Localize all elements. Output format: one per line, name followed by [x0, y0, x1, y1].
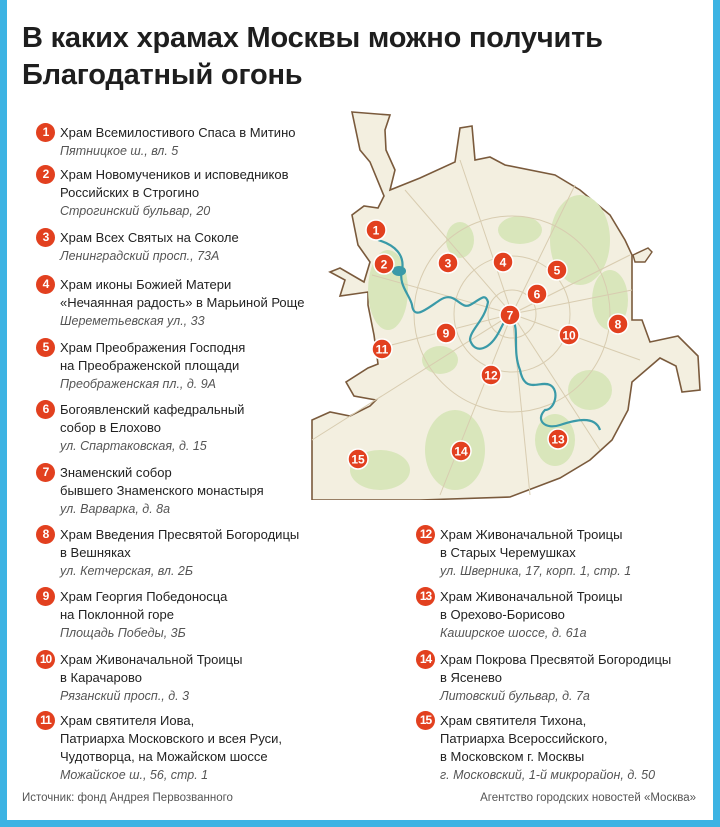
temple-address: Пятницкое ш., вл. 5	[60, 144, 179, 158]
temple-name: в Московском г. Москвы	[440, 749, 585, 764]
number-badge: 8	[36, 525, 55, 544]
temple-name: на Поклонной горе	[60, 607, 174, 622]
temple-item	[419, 651, 720, 706]
temple-name: Храм Всех Святых на Соколе	[60, 230, 239, 245]
page-title	[22, 20, 603, 94]
temple-name: Храм святителя Иова,	[60, 713, 195, 728]
enclave	[633, 248, 652, 262]
map-marker-label: 13	[551, 432, 565, 447]
number-badge: 2	[36, 165, 55, 184]
number-badge: 9	[36, 587, 55, 606]
temple-name: Храм Живоначальной Троицы	[60, 652, 243, 667]
map-marker-label: 12	[484, 368, 498, 383]
map-marker-label: 9	[442, 326, 450, 341]
temple-address: Литовский бульвар, д. 7а	[440, 689, 590, 703]
map-marker-label: 3	[444, 256, 452, 271]
map-marker-label: 6	[533, 287, 541, 302]
temple-address: ул. Шверника, 17, корп. 1, стр. 1	[440, 564, 632, 578]
temple-name: Храм Новомучеников и исповедников	[60, 167, 289, 182]
temple-name: Чудотворца, на Можайском шоссе	[60, 749, 268, 764]
number-badge: 3	[36, 228, 55, 247]
temple-address: Ленинградский просп., 73А	[60, 249, 220, 263]
temple-name: в Орехово-Борисово	[440, 607, 565, 622]
temple-address: ул. Варварка, д. 8а	[60, 502, 171, 516]
temple-name: собор в Елохово	[60, 420, 161, 435]
temple-name: Храм Введения Пресвятой Богородицы	[60, 527, 300, 542]
map-marker-label: 1	[372, 223, 380, 238]
number-badge: 15	[416, 711, 435, 730]
temple-address: Рязанский просп., д. 3	[60, 689, 190, 703]
temple-item	[39, 651, 350, 706]
temple-item	[419, 712, 720, 785]
temple-address: Можайское ш., 56, стр. 1	[60, 768, 209, 782]
temple-address: Преображенская пл., д. 9А	[60, 377, 217, 391]
number-badge: 1	[36, 123, 55, 142]
title-line-1: В каких храмах Москвы можно получить	[22, 22, 603, 54]
number-badge: 6	[36, 400, 55, 419]
moscow-map	[300, 100, 720, 500]
temple-item	[42, 526, 350, 581]
temple-item	[419, 526, 720, 581]
temple-item	[419, 588, 720, 643]
temple-name: в Старых Черемушках	[440, 545, 576, 560]
temple-address: Площадь Победы, 3Б	[60, 626, 186, 640]
number-badge: 5	[36, 338, 55, 357]
temple-item	[40, 712, 350, 785]
map-marker-label: 11	[375, 342, 389, 357]
temple-name: Храм Георгия Победоносца	[60, 589, 228, 604]
temple-item	[42, 588, 350, 643]
temple-name: в Вешняках	[60, 545, 131, 560]
temple-name: «Нечаянная радость» в Марьиной Роще	[60, 295, 305, 310]
map-marker-label: 7	[506, 308, 514, 323]
temple-name: Богоявленский кафедральный	[60, 402, 245, 417]
map-marker-label: 4	[499, 255, 507, 270]
map-marker-label: 14	[454, 444, 468, 459]
temple-name: Храм Преображения Господня	[60, 340, 246, 355]
temple-address: г. Московский, 1-й микрорайон, д. 50	[440, 768, 656, 782]
temple-name: Храм Живоначальной Троицы	[440, 589, 623, 604]
temple-address: ул. Спартаковская, д. 15	[60, 439, 207, 453]
map-marker-label: 5	[553, 263, 561, 278]
temple-name: бывшего Знаменского монастыря	[60, 483, 264, 498]
temple-name: Российских в Строгино	[60, 185, 200, 200]
source-note: Источник: фонд Андрея Первозванного	[22, 792, 233, 804]
title-line-2: Благодатный огонь	[22, 59, 303, 91]
temple-address: ул. Кетчерская, вл. 2Б	[60, 564, 193, 578]
temple-name: Патриарха Всероссийского,	[440, 731, 608, 746]
number-badge: 4	[36, 275, 55, 294]
temple-name: Храм Живоначальной Троицы	[440, 527, 623, 542]
temple-name: на Преображенской площади	[60, 358, 240, 373]
temple-name: Храм Всемилостивого Спаса в Митино	[60, 125, 296, 140]
map-marker-label: 8	[614, 317, 622, 332]
temple-address: Шереметьевская ул., 33	[60, 314, 205, 328]
map-marker-label: 2	[380, 257, 388, 272]
agency-credit: Агентство городских новостей «Москва»	[480, 792, 696, 804]
map-marker-label: 15	[351, 452, 365, 467]
number-badge: 14	[416, 650, 435, 669]
map-marker-label: 10	[562, 328, 576, 343]
temple-address: Каширское шоссе, д. 61а	[440, 626, 587, 640]
temple-name: Патриарха Московского и всея Руси,	[60, 731, 283, 746]
temple-name: Храм святителя Тихона,	[440, 713, 587, 728]
temple-address: Строгинский бульвар, 20	[60, 204, 211, 218]
temple-name: в Карачарово	[60, 670, 142, 685]
number-badge: 12	[416, 525, 435, 544]
temple-name: Храм иконы Божией Матери	[60, 277, 232, 292]
number-badge: 13	[416, 587, 435, 606]
temple-name: в Ясенево	[440, 670, 503, 685]
number-badge: 10	[36, 650, 55, 669]
number-badge: 7	[36, 463, 55, 482]
temple-name: Храм Покрова Пресвятой Богородицы	[440, 652, 672, 667]
number-badge: 11	[36, 711, 55, 730]
temple-name: Знаменский собор	[60, 465, 172, 480]
